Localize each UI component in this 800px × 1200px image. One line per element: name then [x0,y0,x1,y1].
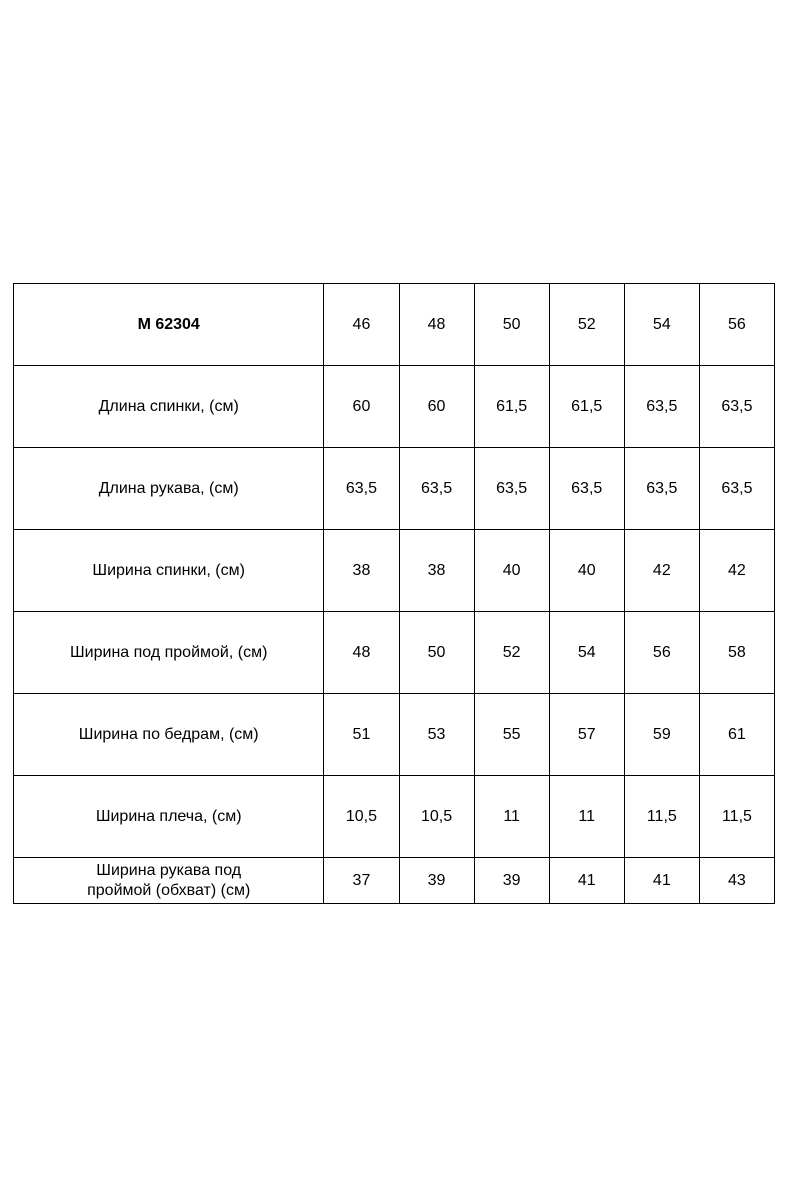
table-row [14,448,775,530]
table-row [14,858,775,904]
table-row [14,694,775,776]
table-cell: 11 [549,776,624,858]
size-header: 54 [624,284,699,366]
table-cell: 10,5 [324,776,399,858]
row-label: Длина спинки, (см) [14,366,324,448]
row-label: Ширина спинки, (см) [14,530,324,612]
table-row [14,366,775,448]
row-label-line: проймой (обхват) (см) [87,881,251,899]
table-cell: 42 [624,530,699,612]
table-cell: 51 [324,694,399,776]
table-cell: 54 [549,612,624,694]
table-cell: 40 [474,530,549,612]
table-cell: 42 [699,530,774,612]
table-cell: 61,5 [549,366,624,448]
table-cell: 39 [474,858,549,904]
row-label: Длина рукава, (см) [14,448,324,530]
table-cell: 43 [699,858,774,904]
size-chart-table [13,283,775,904]
table-cell: 55 [474,694,549,776]
table-cell: 48 [324,612,399,694]
table-cell: 52 [474,612,549,694]
size-header: 52 [549,284,624,366]
table-cell: 38 [399,530,474,612]
row-label-line: Ширина рукава под [96,861,242,879]
table-cell: 38 [324,530,399,612]
table-cell: 63,5 [699,448,774,530]
size-header: 50 [474,284,549,366]
table-row [14,530,775,612]
row-label: Ширина по бедрам, (см) [14,694,324,776]
table-cell: 63,5 [399,448,474,530]
table-cell: 61 [699,694,774,776]
table-cell: 60 [324,366,399,448]
table-cell: 41 [624,858,699,904]
size-header: 46 [324,284,399,366]
table-cell: 11 [474,776,549,858]
table-cell: 57 [549,694,624,776]
table-cell: 39 [399,858,474,904]
row-label: Ширина плеча, (см) [14,776,324,858]
table-cell: 61,5 [474,366,549,448]
table-cell: 50 [399,612,474,694]
table-cell: 63,5 [624,366,699,448]
table-cell: 40 [549,530,624,612]
table-row [14,612,775,694]
row-label [14,858,324,904]
table-row [14,776,775,858]
table-cell: 60 [399,366,474,448]
table-cell: 11,5 [699,776,774,858]
table-cell: 11,5 [624,776,699,858]
table-cell: 37 [324,858,399,904]
row-label: Ширина под проймой, (см) [14,612,324,694]
table-cell: 10,5 [399,776,474,858]
table-cell: 56 [624,612,699,694]
table-cell: 59 [624,694,699,776]
table-cell: 58 [699,612,774,694]
size-header: 48 [399,284,474,366]
table-cell: 63,5 [699,366,774,448]
table-cell: 63,5 [549,448,624,530]
model-number: М 62304 [14,284,324,366]
header-row [14,284,775,366]
size-header: 56 [699,284,774,366]
table-cell: 53 [399,694,474,776]
table-cell: 41 [549,858,624,904]
table-cell: 63,5 [474,448,549,530]
table-cell: 63,5 [624,448,699,530]
table-cell: 63,5 [324,448,399,530]
